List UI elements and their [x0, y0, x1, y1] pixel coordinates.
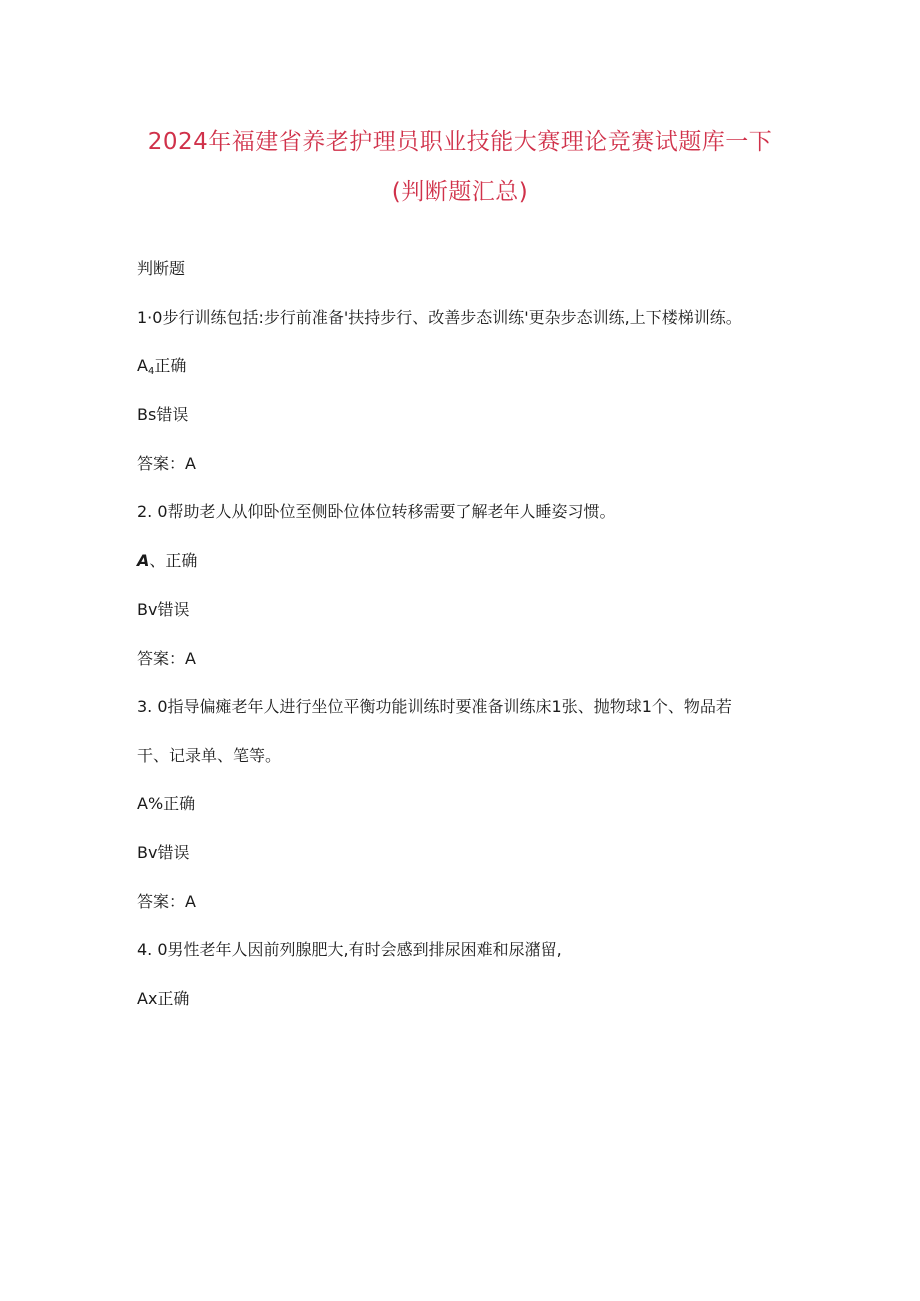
question-1-option-a: [137, 356, 186, 379]
document-title: 2024年福建省养老护理员职业技能大赛理论竞赛试题库一下: [147, 129, 773, 155]
question-3-option-a: A%正确: [137, 794, 196, 813]
question-4-option-a: Ax正确: [137, 989, 190, 1008]
question-2-answer: 答案：A: [137, 649, 196, 668]
document-subtitle: (判断题汇总): [391, 179, 529, 205]
question-2-option-b: Bv错误: [137, 600, 190, 619]
question-1-stem: 1·0步行训练包括:步行前准备'扶持步行、改善步态训练'更杂步态训练,上下楼梯训练。: [137, 308, 742, 327]
section-heading: 判断题: [137, 259, 186, 278]
question-1-option-b: Bs错误: [137, 405, 189, 424]
option-a-prefix: A: [137, 356, 148, 375]
question-4-stem: 4. 0男性老年人因前列腺肥大,有时会感到排尿困难和尿潴留,: [137, 940, 562, 959]
option-a-text: 正确: [154, 356, 187, 375]
question-3-answer: 答案：A: [137, 892, 196, 911]
option-a-text: 、正确: [149, 551, 198, 570]
option-a-subscript: 4: [147, 366, 155, 377]
question-3-stem-line-2: 干、记录单、笔等。: [137, 746, 282, 765]
question-3-option-b: Bv错误: [137, 843, 190, 862]
question-1-answer: 答案：A: [137, 454, 196, 473]
question-2-stem: 2. 0帮助老人从仰卧位至侧卧位体位转移需要了解老年人睡姿习惯。: [137, 502, 616, 521]
option-a-prefix: A: [137, 551, 150, 570]
question-3-stem-line-1: 3. 0指导偏瘫老年人进行坐位平衡功能训练时要准备训练床1张、抛物球1个、物品若: [137, 697, 732, 716]
question-2-option-a: [137, 551, 197, 571]
